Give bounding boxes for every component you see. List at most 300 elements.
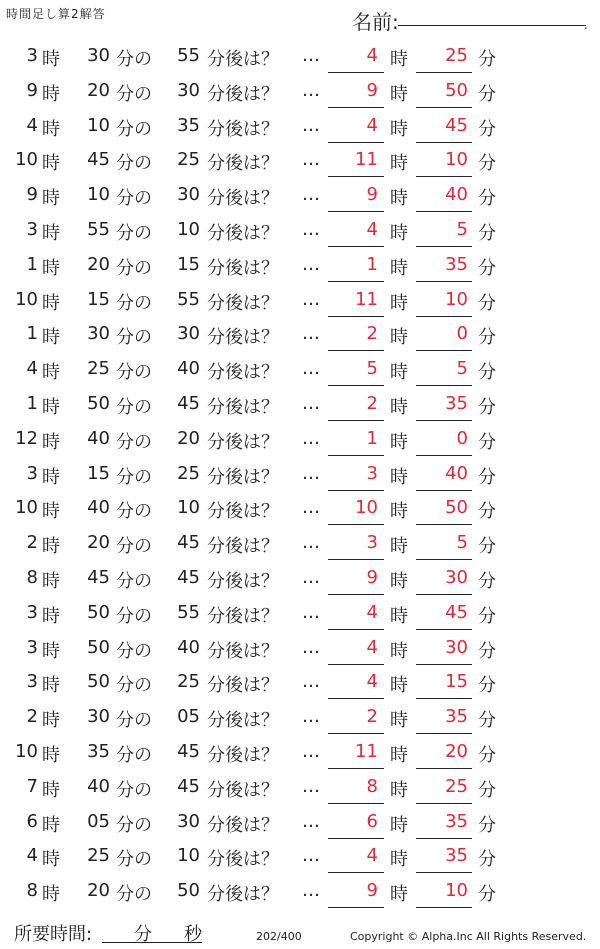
answer-minute: 25 <box>445 775 468 797</box>
answer-hour-label: 時 <box>390 710 408 732</box>
answer-minute-line <box>416 350 472 351</box>
ellipsis: … <box>302 288 321 310</box>
answer-hour: 8 <box>366 775 378 797</box>
answer-hour: 9 <box>366 184 378 206</box>
copyright: Copyright © Alpha.Inc All Rights Reserved. <box>350 930 587 943</box>
after-label: 分後は？ <box>207 536 279 558</box>
start-hour: 6 <box>26 810 38 832</box>
answer-hour-label: 時 <box>390 814 408 836</box>
start-hour: 3 <box>26 45 38 66</box>
answer-minute-line <box>416 594 472 595</box>
hour-label: 時 <box>42 675 60 697</box>
answer-hour-label: 時 <box>390 570 408 592</box>
after-label: 分後は？ <box>207 501 279 523</box>
hour-label: 時 <box>42 431 60 453</box>
problem-row <box>0 529 600 564</box>
answer-minute: 45 <box>445 601 468 623</box>
ellipsis: … <box>302 218 321 240</box>
start-minute: 30 <box>87 706 110 728</box>
page-number: 202/400 <box>256 930 302 943</box>
hour-label: 時 <box>42 222 60 244</box>
answer-hour-line <box>328 142 384 143</box>
problem-row <box>0 808 600 843</box>
answer-minute-line <box>416 72 472 73</box>
problem-row <box>0 877 600 912</box>
minute-of-label: 分の <box>116 884 152 906</box>
footer <box>0 920 600 946</box>
hour-label: 時 <box>42 779 60 801</box>
answer-minute-label: 分 <box>478 153 496 175</box>
answer-hour: 11 <box>355 288 378 310</box>
minute-of-label: 分の <box>116 536 152 558</box>
answer-hour-line <box>328 211 384 212</box>
answer-hour-label: 時 <box>390 849 408 871</box>
answer-hour-line <box>328 281 384 282</box>
name-field-line <box>398 25 586 26</box>
after-label: 分後は？ <box>207 570 279 592</box>
start-hour: 10 <box>15 497 38 519</box>
problem-row <box>0 425 600 460</box>
minute-of-label: 分の <box>116 396 152 418</box>
after-label: 分後は？ <box>207 710 279 732</box>
answer-minute-line <box>416 907 472 908</box>
hour-label: 時 <box>42 466 60 488</box>
hour-label: 時 <box>42 396 60 418</box>
start-minute: 15 <box>87 462 110 484</box>
answer-hour-line <box>328 664 384 665</box>
ellipsis: … <box>302 532 321 554</box>
minute-of-label: 分の <box>116 49 152 70</box>
ellipsis: … <box>302 358 321 380</box>
problem-row <box>0 320 600 355</box>
answer-minute-label: 分 <box>478 605 496 627</box>
answer-hour: 4 <box>366 218 378 240</box>
answer-minute: 0 <box>456 427 468 449</box>
after-label: 分後は？ <box>207 83 279 105</box>
answer-minute: 30 <box>445 636 468 658</box>
answer-minute-label: 分 <box>478 292 496 314</box>
answer-minute-line <box>416 664 472 665</box>
start-hour: 3 <box>26 636 38 658</box>
answer-minute-line <box>416 142 472 143</box>
minute-of-label: 分の <box>116 605 152 627</box>
answer-hour-label: 時 <box>390 362 408 384</box>
start-hour: 4 <box>26 114 38 136</box>
start-hour: 10 <box>15 288 38 310</box>
minute-of-label: 分の <box>116 188 152 210</box>
add-minutes: 15 <box>177 253 200 275</box>
hour-label: 時 <box>42 605 60 627</box>
hour-label: 時 <box>42 292 60 314</box>
answer-hour-line <box>328 907 384 908</box>
start-minute: 50 <box>87 392 110 414</box>
answer-minute-label: 分 <box>478 222 496 244</box>
add-minutes: 25 <box>177 462 200 484</box>
answer-hour-line <box>328 72 384 73</box>
add-minutes: 30 <box>177 323 200 345</box>
after-label: 分後は？ <box>207 431 279 453</box>
ellipsis: … <box>302 323 321 345</box>
answer-hour: 4 <box>366 114 378 136</box>
start-minute: 45 <box>87 149 110 171</box>
answer-hour-line <box>328 594 384 595</box>
add-minutes: 25 <box>177 671 200 693</box>
after-label: 分後は？ <box>207 814 279 836</box>
after-label: 分後は？ <box>207 222 279 244</box>
problem-row <box>0 773 600 808</box>
answer-hour-label: 時 <box>390 744 408 766</box>
after-label: 分後は？ <box>207 779 279 801</box>
answer-minute-line <box>416 246 472 247</box>
answer-minute-line <box>416 524 472 525</box>
answer-minute-label: 分 <box>478 570 496 592</box>
add-minutes: 10 <box>177 497 200 519</box>
answer-hour-label: 時 <box>390 222 408 244</box>
start-hour: 4 <box>26 358 38 380</box>
ellipsis: … <box>302 392 321 414</box>
start-hour: 12 <box>15 427 38 449</box>
answer-hour: 2 <box>366 323 378 345</box>
minute-of-label: 分の <box>116 814 152 836</box>
after-label: 分後は？ <box>207 884 279 906</box>
hour-label: 時 <box>42 640 60 662</box>
add-minutes: 35 <box>177 114 200 136</box>
answer-hour-line <box>328 559 384 560</box>
name-label-text: 名前: <box>352 10 399 34</box>
after-label: 分後は？ <box>207 849 279 871</box>
ellipsis: … <box>302 706 321 728</box>
after-label: 分後は？ <box>207 257 279 279</box>
start-minute: 10 <box>87 184 110 206</box>
ellipsis: … <box>302 740 321 762</box>
minute-of-label: 分の <box>116 570 152 592</box>
problem-row <box>0 738 600 773</box>
after-label: 分後は？ <box>207 605 279 627</box>
after-label: 分後は？ <box>207 675 279 697</box>
add-minutes: 45 <box>177 566 200 588</box>
ellipsis: … <box>302 497 321 519</box>
hour-label: 時 <box>42 362 60 384</box>
answer-hour-label: 時 <box>390 153 408 175</box>
start-hour: 1 <box>26 392 38 414</box>
problem-row <box>0 216 600 251</box>
ellipsis: … <box>302 253 321 275</box>
answer-hour: 9 <box>366 880 378 902</box>
answer-minute-label: 分 <box>478 744 496 766</box>
ellipsis: … <box>302 79 321 101</box>
answer-hour-label: 時 <box>390 49 408 70</box>
start-minute: 20 <box>87 79 110 101</box>
answer-hour-line <box>328 107 384 108</box>
problem-row <box>0 564 600 599</box>
answer-hour-label: 時 <box>390 327 408 349</box>
start-minute: 40 <box>87 775 110 797</box>
answer-hour-line <box>328 455 384 456</box>
answer-hour-line <box>328 246 384 247</box>
minute-of-label: 分の <box>116 779 152 801</box>
minute-of-label: 分の <box>116 257 152 279</box>
answer-minute: 40 <box>445 462 468 484</box>
problem-row <box>0 42 600 77</box>
start-minute: 15 <box>87 288 110 310</box>
minute-of-label: 分の <box>116 710 152 732</box>
answer-hour-line <box>328 524 384 525</box>
problem-row <box>0 599 600 634</box>
add-minutes: 55 <box>177 45 200 66</box>
answer-minute: 10 <box>445 149 468 171</box>
answer-minute: 40 <box>445 184 468 206</box>
answer-hour: 4 <box>366 671 378 693</box>
hour-label: 時 <box>42 884 60 906</box>
answer-hour-line <box>328 803 384 804</box>
after-label: 分後は？ <box>207 327 279 349</box>
answer-minute-label: 分 <box>478 710 496 732</box>
answer-minute-label: 分 <box>478 814 496 836</box>
answer-hour: 2 <box>366 392 378 414</box>
hour-label: 時 <box>42 744 60 766</box>
add-minutes: 55 <box>177 601 200 623</box>
start-hour: 1 <box>26 323 38 345</box>
answer-hour-line <box>328 385 384 386</box>
ellipsis: … <box>302 845 321 867</box>
minute-of-label: 分の <box>116 431 152 453</box>
answer-minute-line <box>416 629 472 630</box>
start-minute: 40 <box>87 427 110 449</box>
answer-hour-label: 時 <box>390 605 408 627</box>
problem-row <box>0 460 600 495</box>
problem-list <box>0 42 600 912</box>
answer-minute-line <box>416 768 472 769</box>
answer-minute: 45 <box>445 114 468 136</box>
ellipsis: … <box>302 880 321 902</box>
after-label: 分後は？ <box>207 188 279 210</box>
hour-label: 時 <box>42 327 60 349</box>
answer-hour-label: 時 <box>390 396 408 418</box>
add-minutes: 55 <box>177 288 200 310</box>
add-minutes: 10 <box>177 218 200 240</box>
answer-minute-label: 分 <box>478 188 496 210</box>
answer-hour: 9 <box>366 566 378 588</box>
answer-hour: 3 <box>366 462 378 484</box>
answer-hour-label: 時 <box>390 466 408 488</box>
answer-hour-label: 時 <box>390 675 408 697</box>
start-hour: 3 <box>26 462 38 484</box>
name-label <box>352 6 399 35</box>
answer-hour-line <box>328 698 384 699</box>
after-label: 分後は？ <box>207 744 279 766</box>
answer-hour: 2 <box>366 706 378 728</box>
hour-label: 時 <box>42 153 60 175</box>
start-minute: 45 <box>87 566 110 588</box>
after-label: 分後は？ <box>207 292 279 314</box>
answer-hour-line <box>328 350 384 351</box>
hour-label: 時 <box>42 710 60 732</box>
start-hour: 8 <box>26 566 38 588</box>
answer-minute-label: 分 <box>478 466 496 488</box>
start-minute: 25 <box>87 358 110 380</box>
answer-hour: 4 <box>366 636 378 658</box>
answer-minute-label: 分 <box>478 884 496 906</box>
hour-label: 時 <box>42 536 60 558</box>
answer-hour-label: 時 <box>390 779 408 801</box>
start-hour: 3 <box>26 601 38 623</box>
answer-minute-line <box>416 420 472 421</box>
answer-hour-line <box>328 768 384 769</box>
answer-minute: 30 <box>445 566 468 588</box>
start-minute: 20 <box>87 880 110 902</box>
ellipsis: … <box>302 601 321 623</box>
hour-label: 時 <box>42 83 60 105</box>
start-hour: 8 <box>26 880 38 902</box>
answer-minute-line <box>416 281 472 282</box>
answer-hour: 11 <box>355 740 378 762</box>
start-minute: 25 <box>87 845 110 867</box>
answer-minute-line <box>416 211 472 212</box>
answer-minute-label: 分 <box>478 849 496 871</box>
answer-minute-line <box>416 385 472 386</box>
minute-of-label: 分の <box>116 118 152 140</box>
answer-minute-line <box>416 872 472 873</box>
answer-minute-line <box>416 176 472 177</box>
add-minutes: 40 <box>177 358 200 380</box>
answer-hour: 3 <box>366 532 378 554</box>
after-label: 分後は？ <box>207 118 279 140</box>
start-hour: 9 <box>26 184 38 206</box>
minute-of-label: 分の <box>116 675 152 697</box>
problem-row <box>0 355 600 390</box>
start-hour: 10 <box>15 149 38 171</box>
start-hour: 10 <box>15 740 38 762</box>
answer-minute: 50 <box>445 497 468 519</box>
answer-minute-label: 分 <box>478 779 496 801</box>
add-minutes: 45 <box>177 775 200 797</box>
add-minutes: 30 <box>177 810 200 832</box>
start-minute: 30 <box>87 45 110 66</box>
start-minute: 05 <box>87 810 110 832</box>
answer-hour-line <box>328 872 384 873</box>
add-minutes: 50 <box>177 880 200 902</box>
after-label: 分後は？ <box>207 153 279 175</box>
problem-row <box>0 634 600 669</box>
ellipsis: … <box>302 45 321 66</box>
answer-hour-line <box>328 629 384 630</box>
answer-minute-line <box>416 838 472 839</box>
problem-row <box>0 703 600 738</box>
answer-hour-label: 時 <box>390 188 408 210</box>
answer-minute-label: 分 <box>478 257 496 279</box>
start-minute: 20 <box>87 532 110 554</box>
answer-minute-label: 分 <box>478 118 496 140</box>
problem-row <box>0 286 600 321</box>
minute-of-label: 分の <box>116 640 152 662</box>
start-minute: 30 <box>87 323 110 345</box>
answer-minute-label: 分 <box>478 675 496 697</box>
answer-hour-label: 時 <box>390 536 408 558</box>
start-minute: 35 <box>87 740 110 762</box>
answer-minute: 35 <box>445 253 468 275</box>
worksheet-title: 時間足し算2解答 <box>6 7 106 21</box>
ellipsis: … <box>302 184 321 206</box>
start-hour: 2 <box>26 532 38 554</box>
answer-minute-label: 分 <box>478 327 496 349</box>
answer-hour: 1 <box>366 427 378 449</box>
hour-label: 時 <box>42 257 60 279</box>
answer-minute-label: 分 <box>478 536 496 558</box>
after-label: 分後は？ <box>207 362 279 384</box>
answer-minute: 35 <box>445 706 468 728</box>
elapsed-second-label: 秒 <box>184 924 202 945</box>
problem-row <box>0 251 600 286</box>
answer-minute-line <box>416 803 472 804</box>
problem-row <box>0 668 600 703</box>
hour-label: 時 <box>42 501 60 523</box>
add-minutes: 10 <box>177 845 200 867</box>
add-minutes: 20 <box>177 427 200 449</box>
answer-minute: 5 <box>456 532 468 554</box>
answer-hour-line <box>328 176 384 177</box>
start-hour: 9 <box>26 79 38 101</box>
answer-hour-label: 時 <box>390 501 408 523</box>
hour-label: 時 <box>42 570 60 592</box>
answer-hour-label: 時 <box>390 292 408 314</box>
answer-minute-label: 分 <box>478 362 496 384</box>
start-minute: 20 <box>87 253 110 275</box>
answer-minute: 10 <box>445 288 468 310</box>
ellipsis: … <box>302 566 321 588</box>
name-line-end: . <box>584 18 588 32</box>
start-minute: 10 <box>87 114 110 136</box>
problem-row <box>0 390 600 425</box>
answer-minute-label: 分 <box>478 640 496 662</box>
add-minutes: 30 <box>177 79 200 101</box>
minute-of-label: 分の <box>116 153 152 175</box>
answer-hour: 10 <box>355 497 378 519</box>
ellipsis: … <box>302 149 321 171</box>
after-label: 分後は？ <box>207 396 279 418</box>
answer-minute: 5 <box>456 358 468 380</box>
minute-of-label: 分の <box>116 501 152 523</box>
start-minute: 50 <box>87 671 110 693</box>
hour-label: 時 <box>42 188 60 210</box>
start-minute: 50 <box>87 636 110 658</box>
ellipsis: … <box>302 810 321 832</box>
answer-hour: 5 <box>366 358 378 380</box>
hour-label: 時 <box>42 49 60 70</box>
add-minutes: 05 <box>177 706 200 728</box>
start-minute: 55 <box>87 218 110 240</box>
answer-minute-line <box>416 455 472 456</box>
problem-row <box>0 146 600 181</box>
answer-minute-label: 分 <box>478 83 496 105</box>
minute-of-label: 分の <box>116 362 152 384</box>
start-hour: 2 <box>26 706 38 728</box>
answer-minute: 35 <box>445 392 468 414</box>
add-minutes: 30 <box>177 184 200 206</box>
ellipsis: … <box>302 775 321 797</box>
minute-of-label: 分の <box>116 466 152 488</box>
hour-label: 時 <box>42 814 60 836</box>
answer-hour-label: 時 <box>390 83 408 105</box>
elapsed-minute-label: 分 <box>134 924 152 945</box>
answer-hour-label: 時 <box>390 431 408 453</box>
add-minutes: 45 <box>177 392 200 414</box>
hour-label: 時 <box>42 849 60 871</box>
answer-hour-line <box>328 838 384 839</box>
answer-hour-line <box>328 420 384 421</box>
add-minutes: 45 <box>177 740 200 762</box>
answer-minute-line <box>416 733 472 734</box>
problem-row <box>0 77 600 112</box>
